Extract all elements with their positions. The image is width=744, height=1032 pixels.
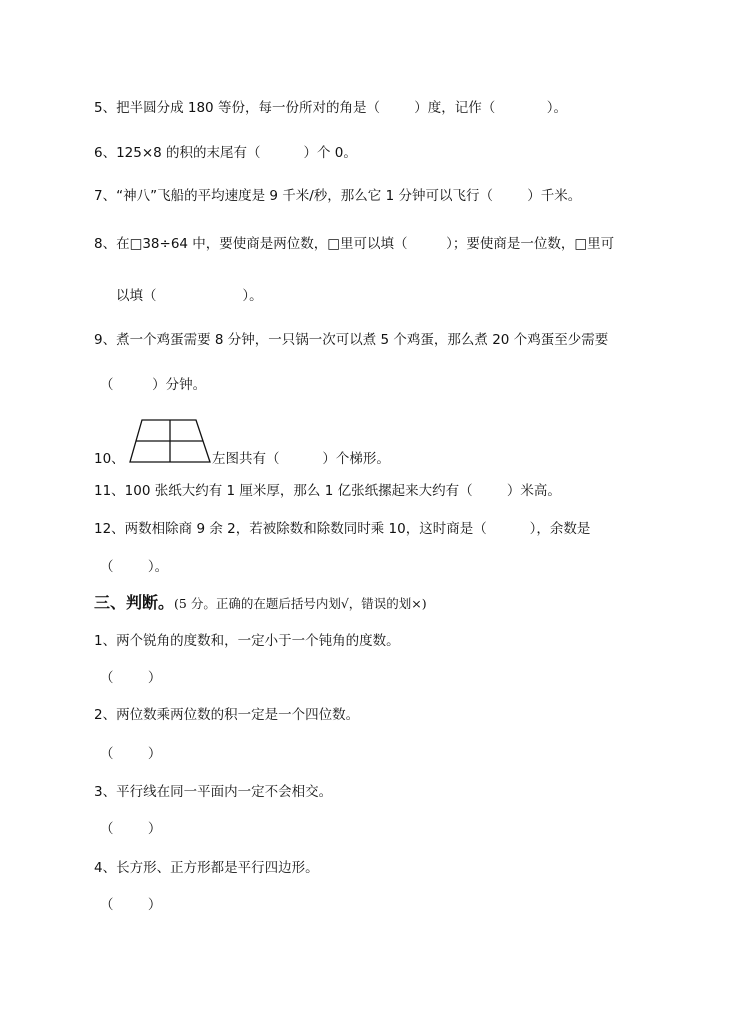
question-8-continued-text: 以填（ ）。 [116, 288, 263, 304]
question-7 [94, 187, 744, 205]
section-3-note: (5 分。正确的在题后括号内划√，错误的划×) [174, 596, 427, 611]
section-3-title: 三、判断。 [94, 593, 175, 612]
question-9-continued-text: （ ）分钟。 [100, 377, 207, 393]
judge-question-2-text: 2、两位数乘两位数的积一定是一个四位数。 [94, 707, 360, 723]
question-11 [94, 482, 744, 500]
question-9 [94, 331, 744, 349]
judge-answer-2 [100, 745, 744, 763]
judge-answer-1 [100, 669, 744, 687]
question-12-continued-text: （ ）。 [100, 559, 169, 575]
question-5-text: 5、把半圆分成 180 等份，每一份所对的角是（ ）度，记作（ ）。 [94, 100, 568, 116]
trapezoid-figure [128, 418, 212, 464]
question-8-text: 8、在□38÷64 中，要使商是两位数，□里可以填（ ）；要使商是一位数，□里可 [94, 236, 615, 252]
judge-question-3-text: 3、平行线在同一平面内一定不会相交。 [94, 784, 333, 800]
question-11-text: 11、100 张纸大约有 1 厘米厚，那么 1 亿张纸摞起来大约有（ ）米高。 [94, 483, 561, 499]
judge-answer-3 [100, 820, 744, 838]
judge-question-1-text: 1、两个锐角的度数和，一定小于一个钝角的度数。 [94, 633, 400, 649]
judge-answer-4 [100, 896, 744, 914]
question-10-text: 左图共有（ ）个梯形。 [212, 451, 390, 467]
question-6-text: 6、125×8 的积的末尾有（ ）个 0。 [94, 145, 357, 161]
question-12 [94, 520, 744, 538]
question-9-continued [100, 376, 744, 394]
judge-answer-2-bracket: （ ） [100, 746, 162, 762]
question-12-text: 12、两数相除商 9 余 2，若被除数和除数同时乘 10，这时商是（ ），余数是 [94, 521, 591, 537]
judge-answer-3-bracket: （ ） [100, 821, 162, 837]
question-6 [94, 144, 744, 162]
question-10-body [212, 450, 744, 468]
section-3-heading [94, 594, 744, 613]
judge-question-3 [94, 783, 744, 801]
judge-question-1 [94, 632, 744, 650]
judge-question-2 [94, 706, 744, 724]
judge-question-4-text: 4、长方形、正方形都是平行四边形。 [94, 860, 319, 876]
judge-answer-1-bracket: （ ） [100, 670, 162, 686]
judge-question-4 [94, 859, 744, 877]
question-10-number: 10、 [94, 451, 125, 467]
question-5 [94, 99, 744, 117]
judge-answer-4-bracket: （ ） [100, 897, 162, 913]
question-8 [94, 235, 744, 253]
question-9-text: 9、煮一个鸡蛋需要 8 分钟，一只锅一次可以煮 5 个鸡蛋，那么煮 20 个鸡蛋至少需要 [94, 332, 609, 348]
question-8-continued [116, 287, 744, 305]
question-12-continued [100, 558, 744, 576]
question-7-text: 7、“神八”飞船的平均速度是 9 千米/秒，那么它 1 分钟可以飞行（ ）千米。 [94, 188, 582, 204]
